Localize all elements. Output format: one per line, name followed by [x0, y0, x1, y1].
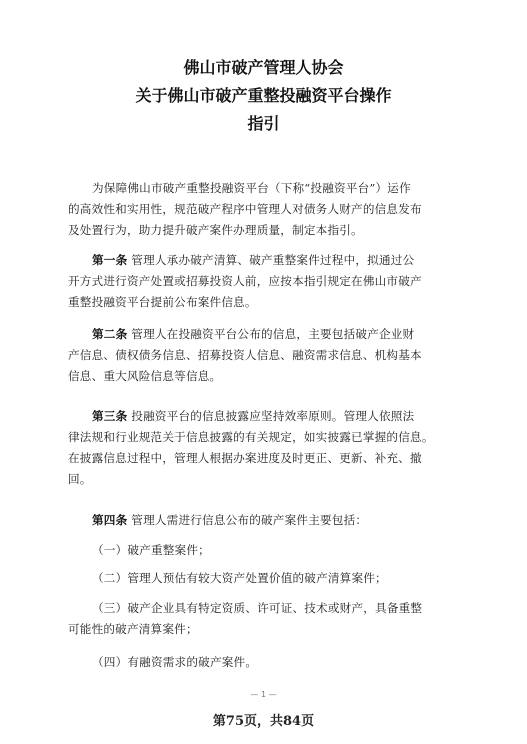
document-title-line-2: 关于佛山市破产重整投融资平台操作	[135, 86, 392, 105]
article-4	[68, 510, 462, 531]
article-3-heading: 第三条	[92, 409, 128, 423]
article-3-line: 在披露信息过程中，管理人根据办案进度及时更正、更新、补充、撤	[68, 451, 422, 465]
article-2-heading: 第二条	[92, 327, 128, 341]
document-title-line-3: 指引	[247, 114, 280, 133]
article-2-line: 信息、重大风险信息等信息。	[68, 369, 222, 383]
article-4-heading: 第四条	[92, 513, 128, 527]
intro-line: 及处置行为，助力提升破产案件办理质量，制定本指引。	[68, 223, 363, 237]
article-1-line: 管理人承办破产清算、破产重整案件过程中，拟通过公	[131, 253, 415, 267]
list-item-text: （一）破产重整案件；	[92, 543, 210, 557]
article-4-line: 管理人需进行信息公布的破产案件主要包括：	[131, 513, 368, 527]
article-3	[68, 406, 462, 490]
list-item-4	[68, 652, 462, 673]
list-item-2	[68, 568, 462, 589]
intro-line: 的高效性和实用性，规范破产程序中管理人对债务人财产的信息发布	[68, 202, 422, 216]
article-2-line: 产信息、债权债务信息、招募投资人信息、融资需求信息、机构基本	[68, 348, 422, 362]
list-item-3	[68, 598, 462, 640]
article-2-line: 管理人在投融资平台公布的信息，主要包括破产企业财	[131, 327, 415, 341]
article-1-heading: 第一条	[92, 253, 128, 267]
document-title-line-1: 佛山市破产管理人协会	[183, 58, 344, 77]
list-item-1	[68, 540, 462, 561]
list-item-text: （三）破产企业具有特定资质、许可证、技术或财产，具备重整	[92, 601, 423, 615]
list-item-text: （二）管理人预估有较大资产处置价值的破产清算案件；	[92, 571, 387, 585]
article-3-line: 律法规和行业规范关于信息披露的有关规定，如实披露已掌握的信息。	[68, 430, 434, 444]
article-1-line: 重整投融资平台提前公布案件信息。	[68, 295, 257, 309]
page-footer: 第75页，共84页	[212, 714, 315, 729]
article-3-line: 投融资平台的信息披露应坚持效率原则。管理人依照法	[131, 409, 415, 423]
list-item-text: 可能性的破产清算案件；	[68, 622, 198, 636]
article-3-line: 回。	[68, 472, 92, 486]
intro-paragraph	[68, 178, 462, 241]
article-2	[68, 324, 462, 387]
inner-page-number: — 1 —	[250, 690, 277, 699]
list-item-text: （四）有融资需求的破产案件。	[92, 655, 258, 669]
article-1-line: 开方式进行资产处置或招募投资人前，应按本指引规定在佛山市破产	[68, 274, 422, 288]
article-1	[68, 250, 462, 313]
intro-line: 为保障佛山市破产重整投融资平台（下称“投融资平台”）运作	[92, 181, 411, 195]
